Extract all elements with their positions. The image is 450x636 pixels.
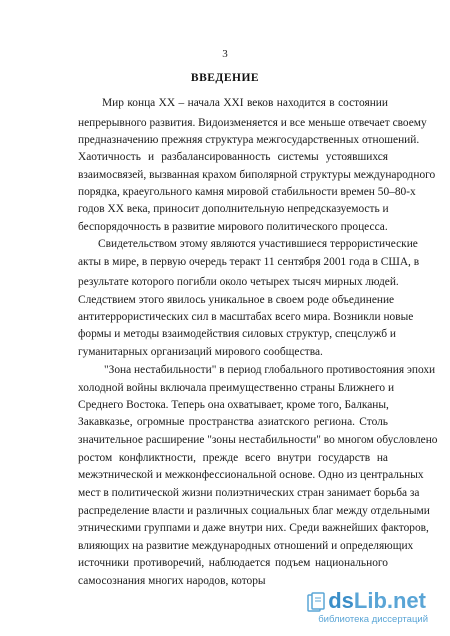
text-line: источники противоречий, наблюдается подъем национального	[78, 557, 388, 569]
text-line: формы и методы взаимодействия силовых структур, спецслужб и	[78, 328, 397, 340]
text-line: значительное расширение "зоны нестабильности" во многом обусловлено	[78, 434, 438, 446]
text-line: мест в политической жизни полиэтнических стран занимает борьба за	[78, 487, 420, 499]
text-line: результате которого погибли около четырех тысяч мирных людей.	[78, 276, 399, 288]
page-number: 3	[222, 48, 228, 60]
text-line: распределение власти и различных социальных благ между отдельными	[78, 505, 430, 517]
text-line: предназначению прежняя структура межгосударственных отношений.	[78, 134, 420, 146]
text-line: самосознания многих народов, которы	[78, 575, 266, 587]
text-line: Свидетельством этому являются участившиеся террористические	[98, 238, 418, 250]
text-line: ростом конфликтности, прежде всего внутри государств на	[78, 452, 388, 464]
text-line: Следствием этого явилось уникальное в своем роде объединение	[78, 294, 395, 306]
watermark-subtitle: библиотека диссертаций	[318, 614, 428, 625]
watermark-logo: dsLib.net	[328, 588, 426, 613]
text-line: акты в мире, в первую очередь теракт 11 сентября 2001 года в США, в	[78, 256, 420, 268]
text-line: межэтнической и межконфессиональной основе. Одно из центральных	[78, 469, 424, 481]
text-line: антитеррористических сил в масштабах всего мира. Возникли новые	[78, 311, 414, 323]
text-line: влияющих на развитие международных отношений и определяющих	[78, 540, 414, 552]
text-line: порядка, краеугольного камня мировой стабильности времен 50–80-х	[78, 186, 416, 198]
text-line: непрерывного развития. Видоизменяется и все меньше отвечает своему	[78, 117, 427, 129]
text-line: Закавказье, огромные пространства азиатского региона. Столь	[78, 416, 388, 428]
text-line: гуманитарных организаций мирового сообщества.	[78, 346, 323, 358]
text-line: этническими группами и даже внутри них. Среди важнейших факторов,	[78, 522, 429, 534]
text-line: беспорядочность в развитие мирового политического процесса.	[78, 221, 388, 233]
text-line: взаимосвязей, вызванная крахом биполярной структуры международного	[78, 169, 436, 181]
page-title: ВВЕДЕНИЕ	[190, 72, 260, 84]
text-line: холодной войны включала преимущественно страны Ближнего и	[78, 382, 395, 394]
text-line: Мир конца XX – начала XXI веков находится в состоянии	[102, 97, 388, 109]
text-line: Среднего Востока. Теперь она охватывает, кроме того, Балканы,	[78, 399, 389, 411]
watermark	[312, 588, 432, 628]
book-icon	[306, 592, 326, 614]
text-line: Хаотичность и разбалансированность системы устоявшихся	[78, 151, 388, 163]
text-line: "Зона нестабильности" в период глобального противостояния эпохи	[104, 364, 436, 376]
text-line: годов XX века, приносит дополнительную непредсказуемость и	[78, 203, 389, 215]
